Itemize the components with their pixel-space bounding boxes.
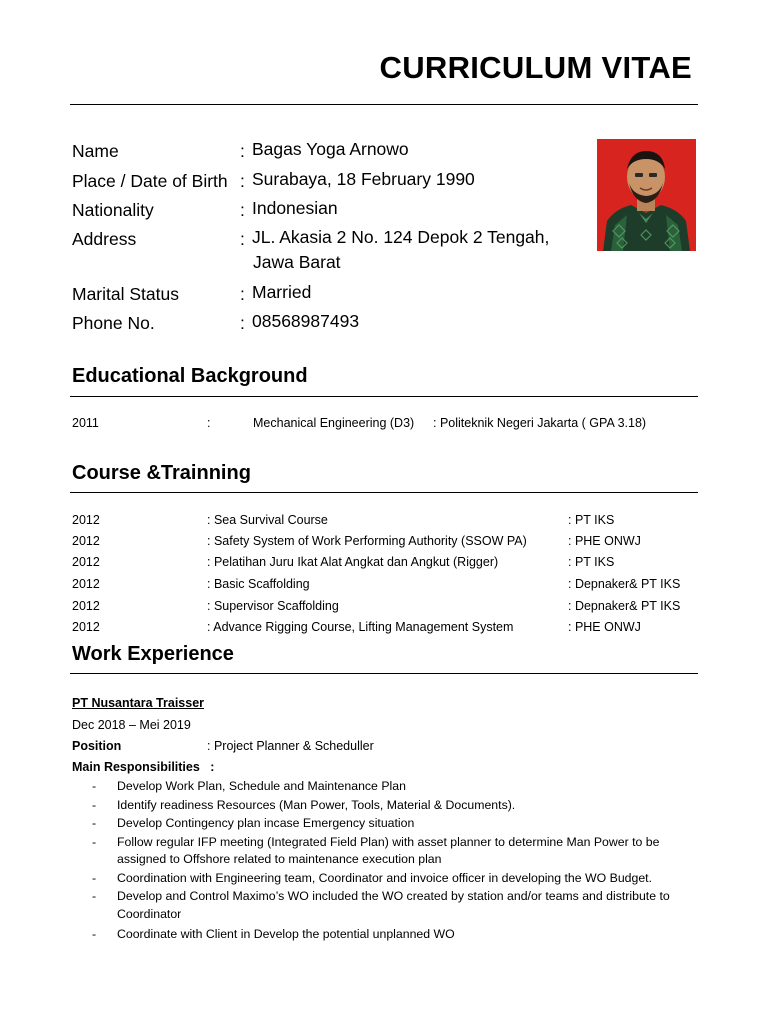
responsibilities-label <box>72 760 214 774</box>
address-value-line2: Jawa Barat <box>253 252 341 272</box>
list-item <box>90 815 700 833</box>
responsibility-text: Develop and Control Maximo’s WO included the WO created by station and/or teams and distribute to Coordinator <box>117 889 670 921</box>
company-name: PT Nusantara Traisser <box>72 696 205 710</box>
name-label: Name <box>72 141 119 161</box>
name-value: Bagas Yoga Arnowo <box>252 139 409 159</box>
courses-heading: Course &Trainning <box>72 462 251 484</box>
nationality-label: Nationality <box>72 200 154 220</box>
education-major: Mechanical Engineering (D3) <box>253 416 415 430</box>
course-organizer: : PHE ONWJ <box>568 534 641 548</box>
marital-colon: : <box>240 284 245 304</box>
course-year: 2012 <box>72 620 100 634</box>
course-organizer: : PT IKS <box>568 555 615 569</box>
marital-value: Married <box>252 282 312 302</box>
responsibility-text: Develop Work Plan, Schedule and Maintenance Plan <box>117 779 406 793</box>
bullet-dash: - <box>92 889 97 903</box>
phone-colon: : <box>240 313 245 333</box>
course-organizer: : PHE ONWJ <box>568 620 641 634</box>
course-name: : Safety System of Work Performing Authority (SSOW PA) <box>207 534 527 548</box>
birth-label: Place / Date of Birth <box>72 171 228 191</box>
nationality-value: Indonesian <box>252 198 338 218</box>
education-divider <box>70 396 698 397</box>
work-heading: Work Experience <box>72 643 234 665</box>
list-item <box>90 797 700 815</box>
phone-value: 08568987493 <box>252 311 360 331</box>
course-year: 2012 <box>72 513 100 527</box>
bullet-dash: - <box>92 927 97 941</box>
course-name: : Pelatihan Juru Ikat Alat Angkat dan Angkut (Rigger) <box>207 555 499 569</box>
education-school: : Politeknik Negeri Jakarta ( GPA 3.18) <box>433 416 647 430</box>
address-colon: : <box>240 229 245 249</box>
portrait-illustration <box>597 139 696 251</box>
address-value-line1: JL. Akasia 2 No. 124 Depok 2 Tengah, <box>252 227 550 247</box>
position-value: : Project Planner & Scheduller <box>207 739 374 753</box>
bullet-dash: - <box>92 834 97 849</box>
course-organizer: : PT IKS <box>568 513 615 527</box>
responsibility-text: Follow regular IFP meeting (Integrated Field Plan) with asset planner to determine Man Power to be assigned to Offshore related to maintenance execution plan <box>117 834 660 866</box>
course-organizer: : Depnaker& PT IKS <box>568 577 681 591</box>
list-item <box>90 834 700 869</box>
phone-label: Phone No. <box>72 313 155 333</box>
education-year: 2011 <box>72 416 99 430</box>
list-item <box>90 926 700 944</box>
bullet-dash: - <box>92 779 97 793</box>
course-name: : Basic Scaffolding <box>207 577 310 591</box>
document-title: CURRICULUM VITAE <box>379 50 692 85</box>
work-divider <box>70 673 698 674</box>
responsibility-text: Coordination with Engineering team, Coordinator and invoice officer in developing the WO Budget. <box>117 870 653 885</box>
education-heading: Educational Background <box>72 365 308 387</box>
list-item <box>90 778 700 796</box>
list-item <box>90 888 700 923</box>
responsibility-text: Develop Contingency plan incase Emergency situation <box>117 816 415 830</box>
education-colon: : <box>207 416 211 430</box>
course-year: 2012 <box>72 599 100 613</box>
nationality-colon: : <box>240 200 245 220</box>
bullet-dash: - <box>92 797 97 812</box>
courses-divider <box>70 492 698 493</box>
address-label: Address <box>72 229 137 249</box>
name-colon: : <box>240 141 245 161</box>
responsibilities-label-text: Main Responsibilities : <box>72 760 215 774</box>
course-organizer: : Depnaker& PT IKS <box>568 599 681 613</box>
birth-colon: : <box>240 171 245 191</box>
course-name: : Advance Rigging Course, Lifting Management System <box>207 620 514 634</box>
course-year: 2012 <box>72 534 100 548</box>
responsibility-text: Identify readiness Resources (Man Power, Tools, Material & Documents). <box>117 797 516 812</box>
title-divider <box>70 104 698 105</box>
bullet-dash: - <box>92 870 97 885</box>
responsibility-text: Coordinate with Client in Develop the potential unplanned WO <box>117 927 455 941</box>
course-year: 2012 <box>72 555 100 569</box>
position-label: Position <box>72 739 122 753</box>
list-item <box>90 870 700 888</box>
responsibilities-list <box>90 778 700 945</box>
course-year: 2012 <box>72 577 100 591</box>
birth-value: Surabaya, 18 February 1990 <box>252 169 475 189</box>
course-name: : Sea Survival Course <box>207 513 328 527</box>
profile-photo <box>597 139 696 251</box>
marital-label: Marital Status <box>72 284 179 304</box>
work-period: Dec 2018 – Mei 2019 <box>72 718 191 732</box>
course-name: : Supervisor Scaffolding <box>207 599 339 613</box>
bullet-dash: - <box>92 816 97 830</box>
